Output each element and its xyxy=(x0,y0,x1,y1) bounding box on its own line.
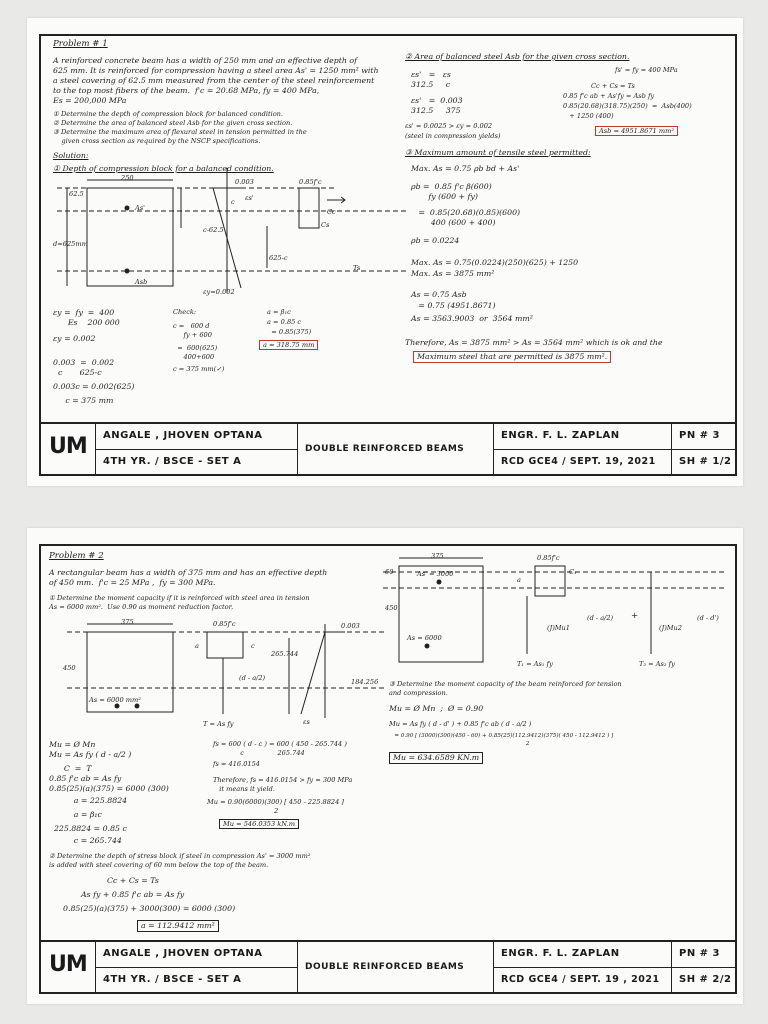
s1-calc-7: 0.003c = 0.002(625) xyxy=(53,382,135,391)
p2-t3-calc-2: Mu = As fy ( d - d' ) + 0.85 f'c ab ( d - a/2 ) xyxy=(389,720,532,728)
diag2-as: As = 6000 mm² xyxy=(89,696,141,704)
problem-1-line-2: 625 mm. It is reinforced for compression having a steel area As' = 1250 mm² with xyxy=(53,66,379,75)
diag1-as-top-dot xyxy=(125,206,130,211)
p2-calc-2: Mu = As fy ( d - a/2 ) xyxy=(49,750,132,759)
diag1-as-bot-dot xyxy=(125,269,130,274)
um-logo: UM xyxy=(49,952,87,977)
student-name: ANGALE , JHOVEN OPTANA xyxy=(103,430,263,441)
p2-t2-calc-3: 0.85(25)(a)(375) + 3000(300) = 6000 (300) xyxy=(63,904,236,913)
sheet-2 xyxy=(27,528,743,1004)
s1-check-2: c = 600 d xyxy=(173,322,210,330)
p2-task2-line-1: ② Determine the depth of stress block if steel in compression As' = 3000 mm² xyxy=(49,852,311,860)
s2-asb-result: Asb = 4951.8671 mm² xyxy=(595,126,678,136)
diag1-dim-d: d=625mm xyxy=(53,240,88,248)
s2-right-4: 0.85 f'c ab + As'fy = Asb fy xyxy=(563,92,655,100)
step-1-title: ① Depth of compression block for a balanced condition. xyxy=(53,164,274,173)
diag1-cc-label: Cc xyxy=(327,208,336,216)
p2-fs-6: it means it yield. xyxy=(213,785,275,793)
diag2-t: T = As fy xyxy=(203,720,234,728)
diag1-dim-a: 62.5 xyxy=(69,190,84,198)
diag3-t1: T₁ = As₁ fy xyxy=(517,660,553,668)
s1-calc-6: c 625-c xyxy=(53,368,102,377)
s1-a-3: = 0.85(375) xyxy=(267,328,312,336)
diag1-ts-label: Ts xyxy=(353,264,361,272)
diag3-width: 375 xyxy=(431,552,444,560)
course-date: RCD GCE4 / SEPT. 19 , 2021 xyxy=(501,974,660,985)
s1-a-result: a = 318.75 mm xyxy=(259,340,318,350)
diag1-stress-block xyxy=(299,188,319,228)
student-year: 4TH YR. / BSCE - SET A xyxy=(103,974,242,985)
s1-check-5: 400+600 xyxy=(173,353,215,361)
p2-t2-calc-1: Cc + Cs = Ts xyxy=(107,876,159,885)
step-3-title: ③ Maximum amount of tensile steel permitted: xyxy=(405,148,591,157)
p2-task2-line-2: is added with steel covering of 60 mm below the top of the beam. xyxy=(49,861,269,869)
diag3-da2: (d - a/2) xyxy=(587,614,614,622)
task-1: ① Determine the depth of compression block for balanced condition. xyxy=(53,110,284,118)
diag3-as-top: As' = 3000 xyxy=(417,570,454,578)
diag1-eps-s1: εs' xyxy=(245,194,254,202)
instructor-name: ENGR. F. L. ZAPLAN xyxy=(501,948,620,959)
diag2-dash: (d - a/2) xyxy=(239,674,266,682)
problem-2-title: Problem # 2 xyxy=(49,551,104,561)
s1-a-1: a = β₁c xyxy=(267,308,291,316)
p2-calc-5: 0.85(25)(a)(375) = 6000 (300) xyxy=(49,784,169,793)
p2-fs-1: fs = 600 ( d - c ) = 600 ( 450 - 265.744 ) xyxy=(213,740,347,748)
p2-t3-calc-3: = 0.90 [ (3000)(300)(450 - 60) + 0.85(25)(112.9412)(375)( 450 - 112.9412 ) ] xyxy=(389,733,614,739)
diag3-mu2: (J)Mu2 xyxy=(659,624,682,632)
diag2-stress: 0.85f'c xyxy=(213,620,236,628)
title-block-2 xyxy=(39,940,737,994)
s3-calc-13: = 0.75 (4951.8671) xyxy=(411,301,496,310)
s2-right-5: 0.85(20.68)(318.75)(250) = Asb(400) xyxy=(563,102,692,110)
diag3-stress: 0.85f'c xyxy=(537,554,560,562)
p2-calc-7: a = β₁c xyxy=(49,810,102,819)
diag3-as-top-dot xyxy=(437,580,442,585)
beam-diagram-1 xyxy=(27,18,743,486)
s1-calc-8: c = 375 mm xyxy=(53,396,114,405)
s3-calc-5: = 0.85(20.68)(0.85)(600) xyxy=(411,208,521,217)
s1-check-6: c = 375 mm(✓) xyxy=(173,365,225,373)
p2-task3-line-2: and compression. xyxy=(389,689,448,697)
diag1-width-label: 250 xyxy=(121,174,134,182)
diag2-h: 450 xyxy=(63,664,76,672)
diag3-plus: + xyxy=(631,611,639,621)
s1-calc-1: εy = fy = 400 xyxy=(53,308,115,317)
s1-check-4: = 600(625) xyxy=(173,344,218,352)
s2-right-1: fs' = fy = 400 MPa xyxy=(615,66,678,74)
p2-a2-result: a = 112.9412 mm² xyxy=(137,920,219,932)
um-logo: UM xyxy=(49,434,87,459)
p2-fs-2: c 265.744 xyxy=(213,749,305,757)
p2-fs-7: Mu = 0.90(6000)(300) [ 450 - 225.8824 ] xyxy=(207,798,344,806)
p2-calc-4: 0.85 f'c ab = As fy xyxy=(49,774,122,783)
diag2-eps-c: 0.003 xyxy=(341,622,360,630)
s2-calc-1: εs' = εs xyxy=(411,70,451,79)
diag3-beam-section xyxy=(399,566,483,662)
s3-calc-9: Max. As = 0.75(0.0224)(250)(625) + 1250 xyxy=(411,258,579,267)
diag2-c: c xyxy=(251,642,255,650)
s3-calc-3: ρb = 0.85 f'c β(600) xyxy=(411,182,492,191)
p2-t3-calc-4: 2 xyxy=(389,741,530,747)
p2-mu2-result: Mu = 634.6589 KN.m xyxy=(389,752,483,764)
sheet-1 xyxy=(27,18,743,486)
beam-diagram-3 xyxy=(27,528,743,1004)
p2-fs-5: Therefore, fs = 416.0154 > fy = 300 MPa xyxy=(213,776,353,784)
problem-1-title: Problem # 1 xyxy=(53,39,108,49)
s3-conclusion: Therefore, As = 3875 mm² > As = 3564 mm² which is ok and the xyxy=(405,338,663,347)
s3-calc-1: Max. As = 0.75 ρb bd + As' xyxy=(411,164,520,173)
subject-title: DOUBLE REINFORCED BEAMS xyxy=(305,962,465,972)
p2-task1-line-2: As = 6000 mm². Use 0.90 as moment reduction factor. xyxy=(49,603,234,611)
problem-1-line-5: Es = 200,000 MPa xyxy=(53,96,127,105)
s2-calc-4: 312.5 375 xyxy=(411,106,461,115)
title-block-1 xyxy=(39,422,737,476)
problem-2-line-2: of 450 mm. f'c = 25 MPa , fy = 300 MPa. xyxy=(49,578,216,587)
s2-calc-2: 312.5 c xyxy=(411,80,451,89)
p2-calc-3: C = T xyxy=(49,764,92,773)
instructor-name: ENGR. F. L. ZAPLAN xyxy=(501,430,620,441)
student-name: ANGALE , JHOVEN OPTANA xyxy=(103,948,263,959)
p2-task1-line-1: ① Determine the moment capacity if it is reinforced with steel area in tension xyxy=(49,594,310,602)
s1-a-2: a = 0.85 c xyxy=(267,318,302,326)
task-3: ③ Determine the maximum area of flexural steel in tension permitted in the xyxy=(53,128,307,136)
s3-conclusion-box: Maximum steel that are permitted is 3875 mm². xyxy=(413,351,611,363)
p2-t3-calc-1: Mu = Ø Mn ; Ø = 0.90 xyxy=(389,704,484,713)
diag3-c1: C₁ xyxy=(569,568,577,576)
s1-check-3: fy + 600 xyxy=(173,331,212,339)
sheet-number: SH # 1/2 xyxy=(679,456,732,467)
s1-check-1: Check: xyxy=(173,308,197,316)
p2-t2-calc-2: As fy + 0.85 f'c ab = As fy xyxy=(81,890,185,899)
diag3-h: 450 xyxy=(385,604,398,612)
diag3-stress-block xyxy=(535,566,565,596)
student-year: 4TH YR. / BSCE - SET A xyxy=(103,456,242,467)
problem-1-line-1: A reinforced concrete beam has a width of 250 mm and an effective depth of xyxy=(53,56,357,65)
s3-calc-14: As = 3563.9003 or 3564 mm² xyxy=(411,314,533,323)
s3-calc-7: ρb = 0.0224 xyxy=(411,236,460,245)
p2-calc-9: c = 265.744 xyxy=(49,836,122,845)
diag3-mu1: (J)Mu1 xyxy=(547,624,570,632)
p2-calc-1: Mu = Ø Mn xyxy=(49,740,96,749)
diag1-as-top: As' xyxy=(135,204,145,212)
diag1-dim-c: c-62.5 xyxy=(203,226,224,234)
diag2-cval: 265.744 xyxy=(271,650,299,658)
s3-calc-4: fy (600 + fy) xyxy=(411,192,478,201)
problem-1-line-3: a steel covering of 62.5 mm measured from the center of the steel reinforcement xyxy=(53,76,375,85)
diag3-top: 60 xyxy=(385,568,394,576)
diag1-c-label: c xyxy=(231,198,235,206)
diag3-as-bot: As = 6000 xyxy=(407,634,442,642)
page-number: PN # 3 xyxy=(679,948,720,959)
p2-mu1-result: Mu = 546.0353 kN.m xyxy=(219,819,299,829)
sheet-number: SH # 2/2 xyxy=(679,974,732,985)
problem-2-line-1: A rectangular beam has a width of 375 mm and has an effective depth xyxy=(49,568,328,577)
s3-calc-12: As = 0.75 Asb xyxy=(411,290,467,299)
p2-calc-8: 225.8824 = 0.85 c xyxy=(49,824,127,833)
diag2-a: a xyxy=(195,642,199,650)
diag2-width: 375 xyxy=(121,618,134,626)
s2-right-3: Cc + Cs = Ts xyxy=(591,82,635,90)
diag3-a: a xyxy=(517,576,521,584)
diag2-dist: 184.256 xyxy=(351,678,379,686)
page-number: PN # 3 xyxy=(679,430,720,441)
s2-calc-6: (steel in compression yields) xyxy=(405,132,501,140)
subject-title: DOUBLE REINFORCED BEAMS xyxy=(305,444,465,454)
diag3-dd: (d - d') xyxy=(697,614,719,622)
p2-task3-line-1: ③ Determine the moment capacity of the beam reinforced for tension xyxy=(389,680,622,688)
p2-fs-3: fs = 416.0154 xyxy=(213,760,261,768)
diag1-dim-b: 625-c xyxy=(269,254,288,262)
diag1-cc-arrow xyxy=(327,197,345,203)
p2-calc-6: a = 225.8824 xyxy=(49,796,128,805)
s1-calc-2: Es 200 000 xyxy=(53,318,120,327)
s2-right-6: + 1250 (400) xyxy=(563,112,614,120)
diag3-t2: T₂ = As₂ fy xyxy=(639,660,675,668)
p2-fs-8: 2 xyxy=(207,807,279,815)
step-2-title: ② Area of balanced steel Asb for the given cross section. xyxy=(405,52,630,61)
solution-label: Solution: xyxy=(53,151,89,160)
s1-calc-5: 0.003 = 0.002 xyxy=(53,358,115,367)
s2-calc-5: εs' = 0.0025 > εy = 0.002 xyxy=(405,122,493,130)
diag1-eps-c: 0.003 xyxy=(235,178,254,186)
diag1-as-bot: Asb xyxy=(135,278,148,286)
s3-calc-6: 400 (600 + 400) xyxy=(411,218,496,227)
course-date: RCD GCE4 / SEPT. 19, 2021 xyxy=(501,456,656,467)
task-3-cont: given cross section as required by the NSCP specifications. xyxy=(53,137,261,145)
s3-calc-10: Max. As = 3875 mm² xyxy=(411,269,495,278)
s2-calc-3: εs' = 0.003 xyxy=(411,96,463,105)
diag2-eps-s: εs xyxy=(303,718,310,726)
diag1-eps-y: εy=0.002 xyxy=(203,288,235,296)
diag1-stress-label: 0.85f'c xyxy=(299,178,322,186)
diag3-as-bot-dot xyxy=(425,644,430,649)
diag1-cs-label: Cs xyxy=(321,221,330,229)
problem-1-line-4: to the top most fibers of the beam. f'c = 20.68 MPa, fy = 400 MPa, xyxy=(53,86,320,95)
task-2: ② Determine the area of balanced steel Asb for the given cross section. xyxy=(53,119,293,127)
s1-calc-3: εy = 0.002 xyxy=(53,334,96,343)
